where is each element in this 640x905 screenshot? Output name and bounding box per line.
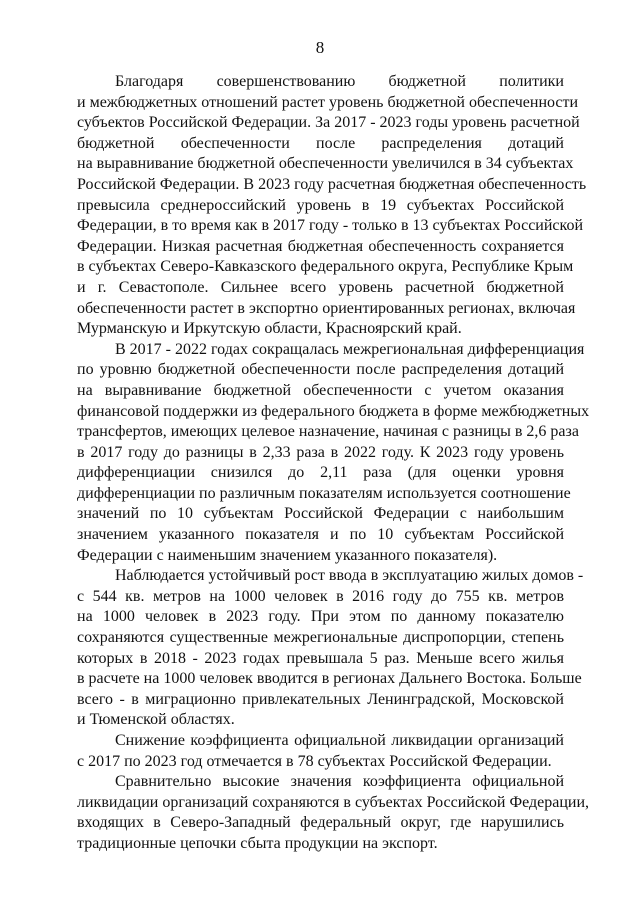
paragraph-budget-provision	[77, 72, 587, 340]
text-line: ликвидации организаций сохраняются в субъектах Российской Федерации,	[77, 793, 589, 811]
text-line: Федерации с наименьшим значением указанного показателя).	[77, 546, 498, 564]
text-line: с 2017 по 2023 год отмечается в 78 субъектах Российской Федерации.	[77, 752, 552, 770]
text-line: обеспеченности растет в экспортно ориентированных регионах, включая	[77, 299, 576, 317]
text-line: которых в 2018 - 2023 годах превышала 5 раз. Меньше всего жилья	[77, 649, 564, 667]
text-line: в субъектах Северо-Кавказского федерального округа, Республике Крым	[77, 258, 574, 276]
paragraph-northwest-liquidation	[77, 772, 589, 854]
text-line: всего - в миграционно привлекательных Ленинградской, Московской	[77, 690, 564, 708]
text-line: Федерации. Низкая расчетная бюджетная обеспеченность сохраняется	[77, 237, 564, 255]
text-line: бюджетной обеспеченности после распределения дотаций	[77, 134, 564, 152]
text-line: и межбюджетных отношений растет уровень бюджетной обеспеченности	[77, 93, 579, 111]
text-line: Благодаря совершенствованию бюджетной политики	[115, 73, 564, 90]
text-line: дифференциации по различным показателям используется соотношение	[77, 484, 571, 502]
text-line: Федерации, в то время как в 2017 году - только в 13 субъектах Российской	[77, 217, 584, 235]
text-line: дифференциации снизился до 2,11 раза (для оценки уровня	[77, 464, 564, 482]
text-line: Наблюдается устойчивый рост ввода в эксплуатацию жилых домов -	[115, 567, 584, 585]
document-body	[77, 72, 590, 855]
text-line: и Тюменской областях.	[77, 711, 235, 729]
text-line: в расчете на 1000 человек вводится в регионах Дальнего Востока. Больше	[77, 670, 582, 688]
page-number: 8	[315, 38, 325, 57]
text-line: Мурманскую и Иркутскую области, Красноярский край.	[77, 320, 462, 338]
text-line: на выравнивание бюджетной обеспеченности увеличился в 34 субъектах	[77, 155, 574, 173]
text-line: Российской Федерации. В 2023 году расчетная бюджетная обеспеченность	[77, 175, 587, 193]
paragraph-liquidation-decline	[77, 731, 564, 772]
text-line: финансовой поддержки из федерального бюджета в форме межбюджетных	[77, 402, 590, 420]
text-line: сохраняются существенные межрегиональные диспропорции, степень	[77, 629, 564, 647]
text-line: значений по 10 субъектам Российской Федерации с наибольшим	[77, 505, 564, 523]
text-line: превысила среднероссийский уровень в 19 субъектах Российской	[77, 196, 564, 214]
text-line: субъектов Российской Федерации. За 2017 - 2023 годы уровень расчетной	[77, 114, 580, 132]
text-line: Снижение коэффициента официальной ликвидации организаций	[115, 732, 564, 749]
text-line: значением указанного показателя и по 10 субъектам Российской	[77, 526, 564, 544]
text-line: в 2017 году до разницы в 2,33 раза в 2022 году. К 2023 году уровень	[77, 443, 564, 461]
paragraph-housing-construction	[77, 566, 584, 731]
text-line: и г. Севастополе. Сильнее всего уровень расчетной бюджетной	[77, 278, 564, 296]
text-line: на 1000 человек в 2023 году. При этом по данному показателю	[77, 608, 564, 626]
text-line: В 2017 - 2022 годах сокращалась межрегиональная дифференциация	[115, 340, 585, 358]
text-line: трансфертов, имеющих целевое назначение, начиная с разницы в 2,6 раза	[77, 423, 579, 441]
text-line: с 544 кв. метров на 1000 человек в 2016 году до 755 кв. метров	[77, 587, 564, 605]
paragraph-regional-differentiation	[77, 340, 590, 567]
text-line: традиционные цепочки сбыта продукции на экспорт.	[77, 834, 438, 852]
text-line: на выравнивание бюджетной обеспеченности с учетом оказания	[77, 381, 564, 399]
text-line: по уровню бюджетной обеспеченности после распределения дотаций	[77, 361, 564, 379]
text-line: входящих в Северо-Западный федеральный округ, где нарушились	[77, 814, 564, 832]
text-line: Сравнительно высокие значения коэффициента официальной	[115, 773, 564, 791]
